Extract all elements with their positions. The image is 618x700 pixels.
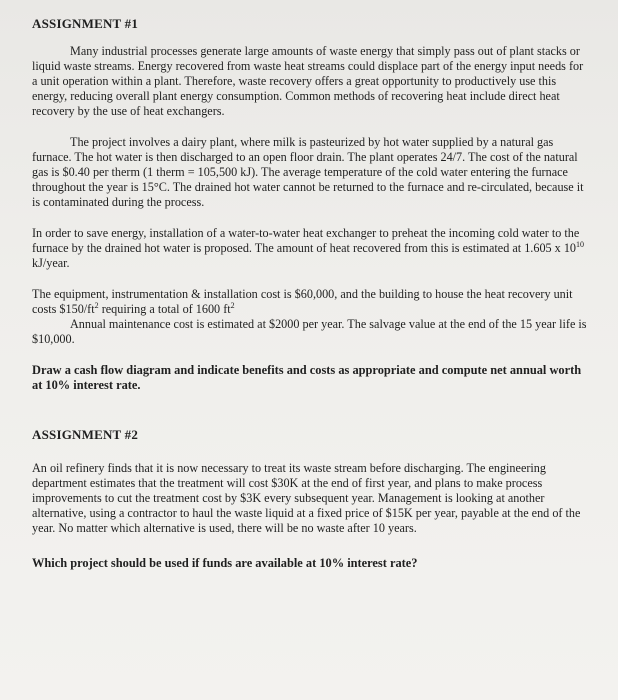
a1-paragraph-heat-exchanger xyxy=(32,226,588,271)
a1-p3-unit: kJ/year. xyxy=(32,256,70,270)
a2-paragraph: An oil refinery finds that it is now necessary to treat its waste stream before discharging. The engineering department estimates that the treatment will cost $30K at the end of first year, and plans to make process improvements to cut the treatment cost by $3K every subsequent year. Management is looking at another alternative, using a contractor to haul the waste liquid at a fixed price of $15K per year, payable at the end of the year. No matter which alternative is used, there will be no waste after 10 years. xyxy=(32,461,581,535)
assignment-2-title: ASSIGNMENT #2 xyxy=(32,427,139,442)
a1-p4-maintenance: Annual maintenance cost is estimated at $2000 per year. The salvage value at the end of the 15 year life is $10,000. xyxy=(32,317,587,346)
a2-question: Which project should be used if funds are available at 10% interest rate? xyxy=(32,556,418,570)
a1-p4-sup2: 2 xyxy=(230,300,235,310)
a1-p4-mid: requiring a total of 1600 ft xyxy=(98,302,231,316)
a1-p4-text: The equipment, instrumentation & installation cost is $60,000, and the building to house the heat recovery unit costs $150/ft xyxy=(32,287,573,316)
a1-paragraph-intro: Many industrial processes generate large amounts of waste energy that simply pass out of plant stacks or liquid waste streams. Energy recovered from waste heat streams could displace part of the energy input needs for a unit operation within a plant. Therefore, waste recovery offers a great opportunity to productively use this energy, reducing overall plant energy consumption. Common methods of recovering heat include direct heat recovery by the use of heat exchangers. xyxy=(32,44,584,118)
a1-paragraph-project: The project involves a dairy plant, where milk is pasteurized by hot water supplied by a natural gas furnace. The hot water is then discharged to an open floor drain. The plant operates 24/7. The cost of the natural gas is $0.40 per therm (1 therm = 105,500 kJ). The average temperature of the cold water entering the furnace throughout the year is 15°C. The drained hot water cannot be returned to the furnace and re-circulated, because it is contaminated during the process. xyxy=(32,135,584,209)
assignment-2 xyxy=(32,427,588,571)
a1-question: Draw a cash flow diagram and indicate benefits and costs as appropriate and compute net annual worth at 10% interest rate. xyxy=(32,363,582,392)
a1-p3-text: In order to save energy, installation of a water-to-water heat exchanger to preheat the incoming cold water to the furnace by the drained hot water is proposed. The amount of heat recovered from this is estimated at xyxy=(32,226,580,255)
a1-p3-exp-base: 1.605 x 10 xyxy=(524,241,576,255)
a1-p4-sup1: 2 xyxy=(94,300,99,310)
a1-paragraph-costs xyxy=(32,287,588,347)
a1-p3-exponent: 10 xyxy=(576,239,584,249)
assignment-1-title: ASSIGNMENT #1 xyxy=(32,16,139,31)
assignment-1 xyxy=(32,16,588,393)
